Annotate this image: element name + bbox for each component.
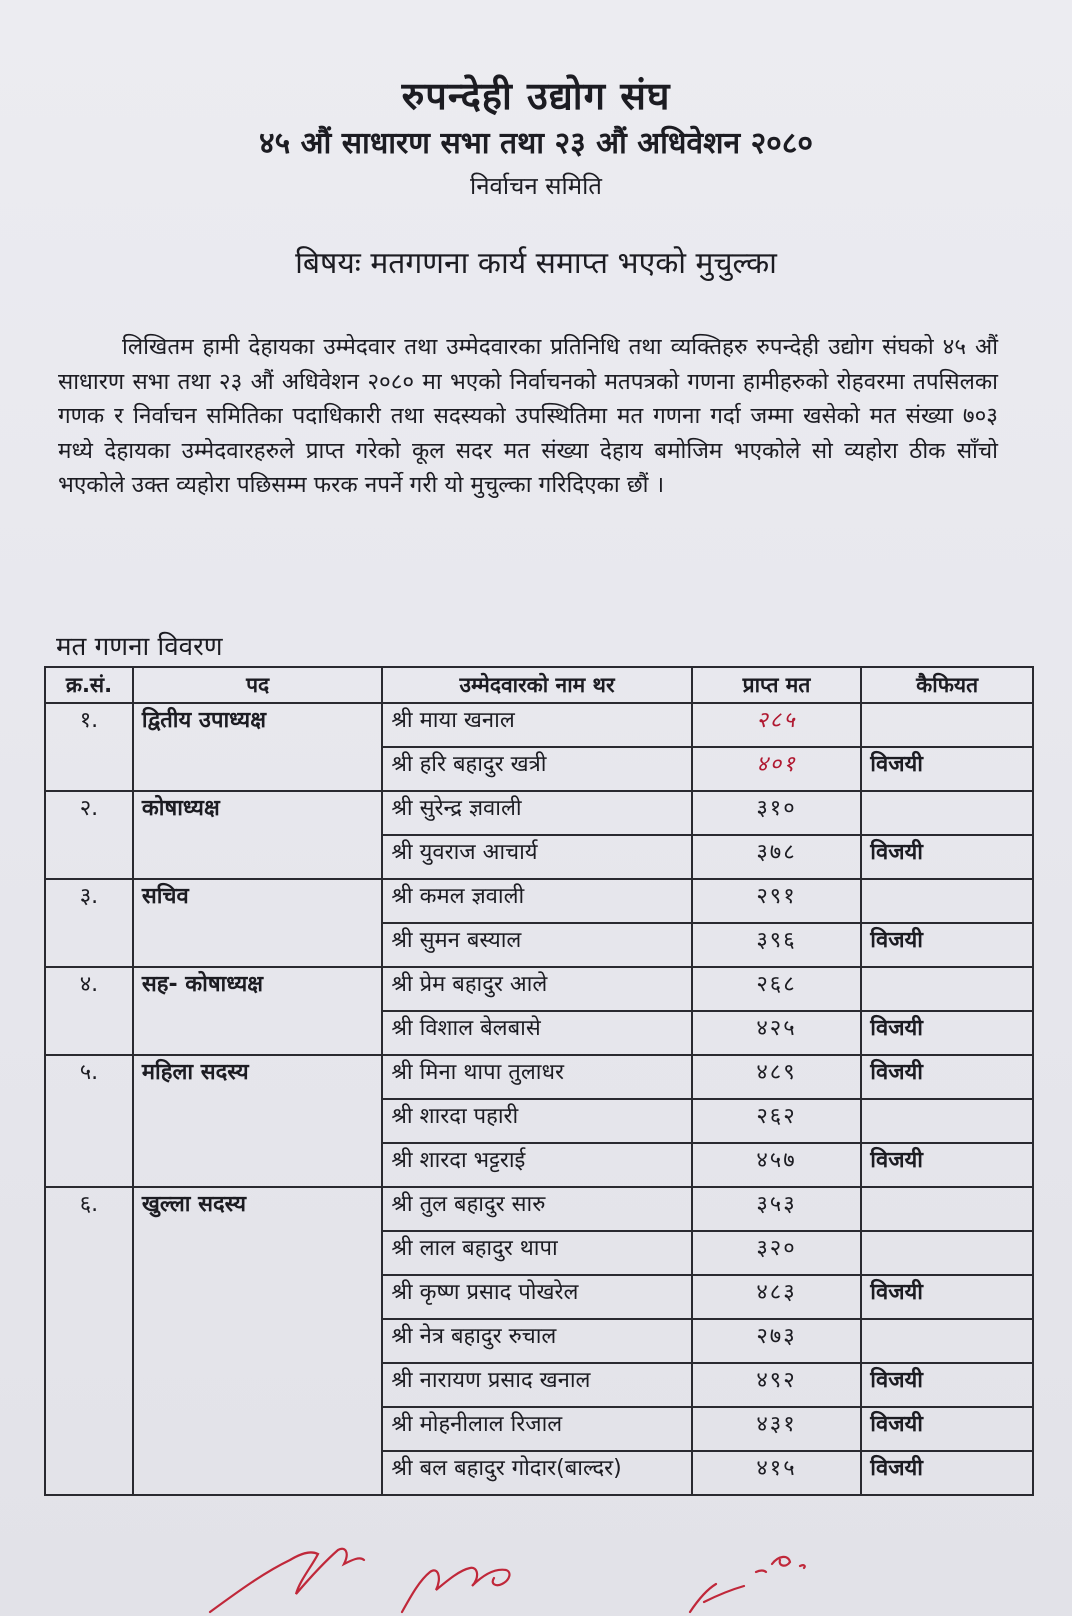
remark-cell: विजयी	[861, 1055, 1033, 1099]
votes-cell: ४२५	[692, 1011, 862, 1055]
signatures-drawing	[0, 1520, 1072, 1616]
votes-cell: ४५७	[692, 1143, 862, 1187]
signature-1	[210, 1549, 364, 1612]
post-cell: कोषाध्यक्ष	[133, 791, 382, 879]
serial-number-cell: ४.	[45, 967, 133, 1055]
votes-cell: ४९२	[692, 1363, 862, 1407]
candidate-name-cell: श्री सुमन बस्याल	[382, 923, 691, 967]
table-row	[45, 1187, 1033, 1231]
remark-cell: विजयी	[861, 835, 1033, 879]
committee-name: निर्वाचन समिति	[470, 172, 602, 200]
serial-number-cell: १.	[45, 703, 133, 791]
remark-cell: विजयी	[861, 923, 1033, 967]
remark-cell: विजयी	[861, 1275, 1033, 1319]
votes-cell: ३२०	[692, 1231, 862, 1275]
candidate-name-cell: श्री मोहनीलाल रिजाल	[382, 1407, 691, 1451]
remark-cell	[861, 1099, 1033, 1143]
organization-title: रुपन्देही उद्योग संघ	[401, 74, 671, 118]
votes-cell: २६२	[692, 1099, 862, 1143]
remark-cell: विजयी	[861, 747, 1033, 791]
remark-cell	[861, 967, 1033, 1011]
remark-cell	[861, 1187, 1033, 1231]
candidate-name-cell: श्री शारदा भट्टराई	[382, 1143, 691, 1187]
table-header-row	[45, 667, 1033, 703]
serial-number-cell: ३.	[45, 879, 133, 967]
header-remark: कैफियत	[861, 667, 1033, 703]
votes-cell: २९१	[692, 879, 862, 923]
post-cell: सह- कोषाध्यक्ष	[133, 967, 382, 1055]
votes-cell: ३५३	[692, 1187, 862, 1231]
candidate-name-cell: श्री नेत्र बहादुर रुचाल	[382, 1319, 691, 1363]
remark-cell	[861, 1231, 1033, 1275]
table-caption: मत गणना विवरण	[56, 632, 223, 662]
candidate-name-cell: श्री मिना थापा तुलाधर	[382, 1055, 691, 1099]
candidate-name-cell: श्री विशाल बेलबासे	[382, 1011, 691, 1055]
votes-cell: ३९६	[692, 923, 862, 967]
assembly-title: ४५ औं साधारण सभा तथा २३ औं अधिवेशन २०८०	[259, 126, 813, 161]
candidate-name-cell: श्री शारदा पहारी	[382, 1099, 691, 1143]
post-cell: महिला सदस्य	[133, 1055, 382, 1187]
table-row	[45, 1055, 1033, 1099]
votes-cell: ३१०	[692, 791, 862, 835]
remark-cell	[861, 791, 1033, 835]
remark-cell: विजयी	[861, 1407, 1033, 1451]
serial-number-cell: ५.	[45, 1055, 133, 1187]
post-cell: द्वितीय उपाध्यक्ष	[133, 703, 382, 791]
body-paragraph: लिखितम हामी देहायका उम्मेदवार तथा उम्मेदवारका प्रतिनिधि तथा व्यक्तिहरु रुपन्देही उद्योग संघको ४५ औं साधारण सभा तथा २३ औं अधिवेशन २०८० मा भएको निर्वाचनको मतपत्रको गणना हामीहरुको रोहवरमा तपसिलका गणक र निर्वाचन समितिका पदाधिकारी तथा सदस्यको उपस्थितिमा मत गणना गर्दा जम्मा खसेको मत संख्या ७०३ मध्ये देहायका उम्मेदवारहरुले प्राप्त गरेको कूल सदर मत संख्या देहाय बमोजिम भएकोले सो व्यहोरा ठीक साँचो भएकोले उक्त व्यहोरा पछिसम्म फरक नपर्ने गरी यो मुचुल्का गरिदिएका छौं ।	[58, 334, 998, 498]
header-candidate-name: उम्मेदवारको नाम थर	[382, 667, 691, 703]
remark-cell	[861, 703, 1033, 747]
remark-cell	[861, 879, 1033, 923]
table-body	[45, 703, 1033, 1495]
candidate-name-cell: श्री नारायण प्रसाद खनाल	[382, 1363, 691, 1407]
candidate-name-cell: श्री प्रेम बहादुर आले	[382, 967, 691, 1011]
votes-cell: २७३	[692, 1319, 862, 1363]
signature-3	[690, 1557, 805, 1612]
document-header	[0, 72, 1072, 202]
votes-cell: २८५	[692, 703, 862, 747]
remark-cell: विजयी	[861, 1011, 1033, 1055]
votes-cell: २६८	[692, 967, 862, 1011]
candidate-name-cell: श्री कमल ज्ञवाली	[382, 879, 691, 923]
post-cell: खुल्ला सदस्य	[133, 1187, 382, 1495]
subject-line: बिषयः मतगणना कार्य समाप्त भएको मुचुल्का	[295, 246, 777, 281]
table-row	[45, 967, 1033, 1011]
table-row	[45, 791, 1033, 835]
signature-area	[0, 1520, 1072, 1616]
post-cell: सचिव	[133, 879, 382, 967]
votes-cell: ४०१	[692, 747, 862, 791]
votes-cell: ४३१	[692, 1407, 862, 1451]
votes-cell: ४८३	[692, 1275, 862, 1319]
table-row	[45, 703, 1033, 747]
serial-number-cell: ६.	[45, 1187, 133, 1495]
signature-2	[402, 1568, 509, 1612]
candidate-name-cell: श्री तुल बहादुर सारु	[382, 1187, 691, 1231]
candidate-name-cell: श्री माया खनाल	[382, 703, 691, 747]
header-post: पद	[133, 667, 382, 703]
votes-cell: ४१५	[692, 1451, 862, 1495]
remark-cell: विजयी	[861, 1451, 1033, 1495]
candidate-name-cell: श्री हरि बहादुर खत्री	[382, 747, 691, 791]
table-row	[45, 879, 1033, 923]
votes-cell: ४८९	[692, 1055, 862, 1099]
remark-cell	[861, 1319, 1033, 1363]
vote-count-table	[44, 666, 1034, 1496]
candidate-name-cell: श्री लाल बहादुर थापा	[382, 1231, 691, 1275]
header-votes: प्राप्त मत	[692, 667, 862, 703]
candidate-name-cell: श्री युवराज आचार्य	[382, 835, 691, 879]
candidate-name-cell: श्री सुरेन्द्र ज्ञवाली	[382, 791, 691, 835]
votes-cell: ३७८	[692, 835, 862, 879]
candidate-name-cell: श्री बल बहादुर गोदार(बाल्दर)	[382, 1451, 691, 1495]
candidate-name-cell: श्री कृष्ण प्रसाद पोखरेल	[382, 1275, 691, 1319]
remark-cell: विजयी	[861, 1363, 1033, 1407]
header-serial: क्र.सं.	[45, 667, 133, 703]
serial-number-cell: २.	[45, 791, 133, 879]
remark-cell: विजयी	[861, 1143, 1033, 1187]
